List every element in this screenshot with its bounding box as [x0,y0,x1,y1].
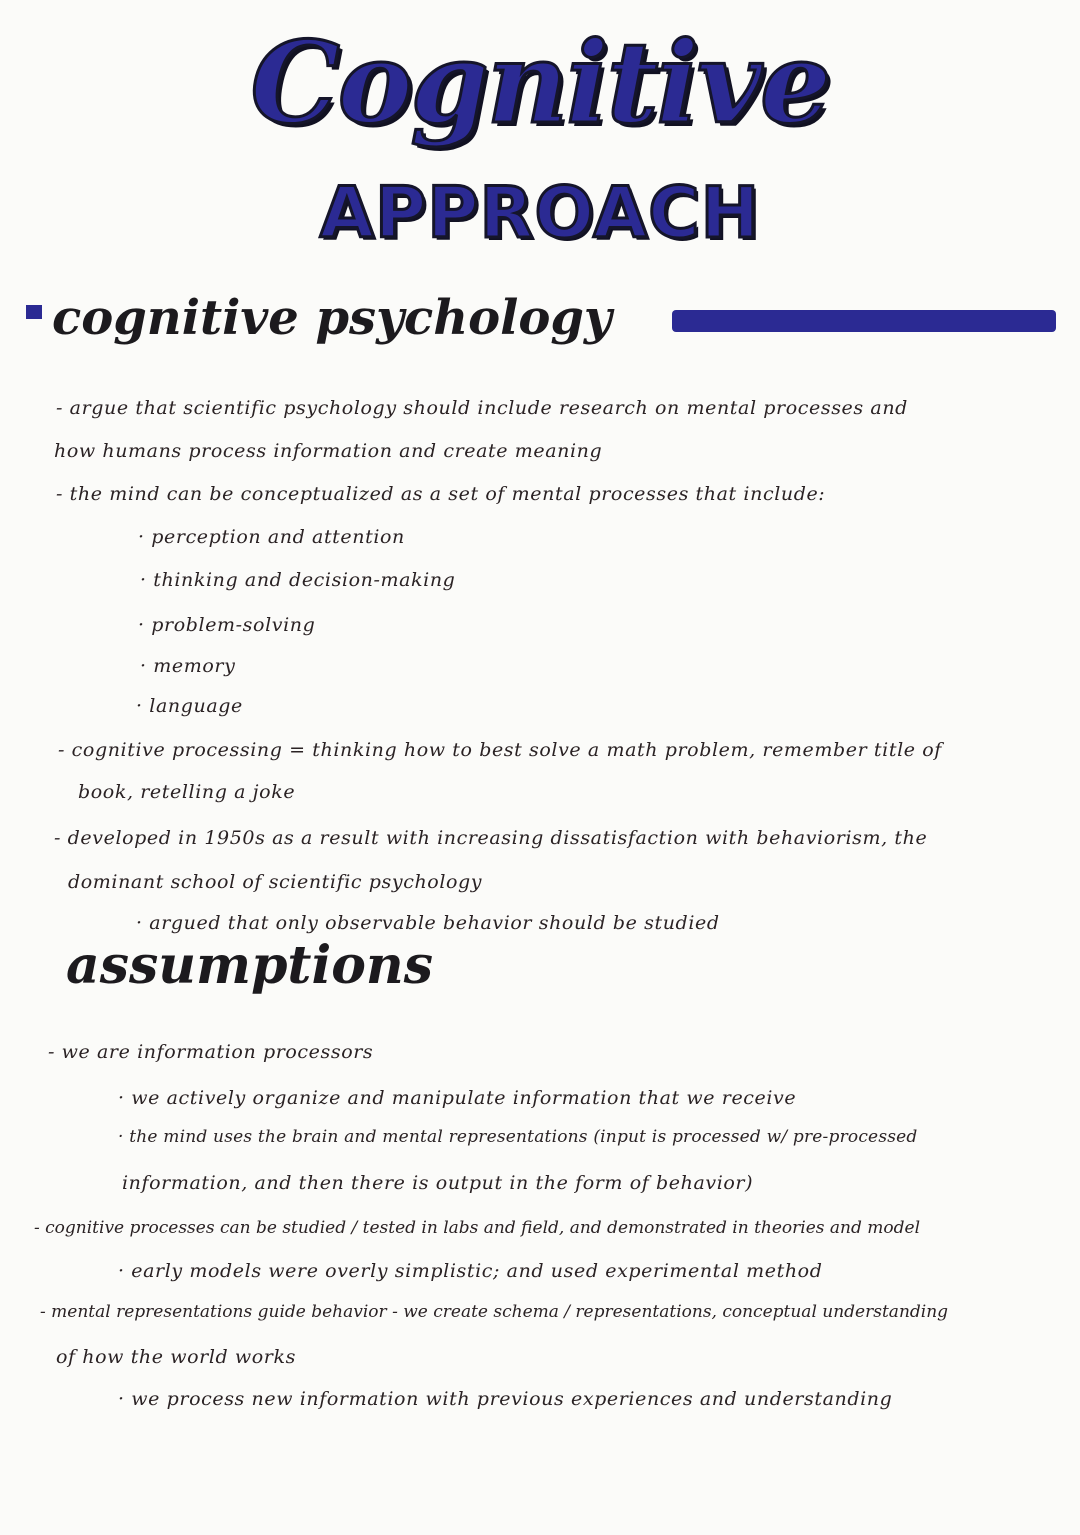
note-line: - cognitive processing = thinking how to best solve a math problem, remember title of [58,739,942,761]
section-heading-assumptions: assumptions [66,935,433,996]
note-line: dominant school of scientific psychology [68,871,483,893]
note-line: book, retelling a joke [78,781,296,803]
list-item: · we actively organize and manipulate information that we receive [118,1087,797,1109]
note-line: - argue that scientific psychology should include research on mental processes and [56,397,908,419]
list-item: · problem-solving [138,614,316,636]
page-subtitle: APPROACH [319,172,761,254]
list-item: · language [136,695,243,717]
page-title: Cognitive [250,18,830,149]
note-line: how humans process information and create meaning [54,440,603,462]
list-item: · thinking and decision-making [140,569,456,591]
note-line: - developed in 1950s as a result with increasing dissatisfaction with behaviorism, the [54,827,928,849]
heading-bullet-marker [26,305,42,319]
note-line: information, and then there is output in the form of behavior) [122,1172,754,1194]
note-line: - mental representations guide behavior - we create schema / representations, conceptual understanding [40,1302,949,1322]
heading-highlight-bar [672,310,1056,332]
note-line: - we are information processors [48,1041,374,1063]
note-line: - cognitive processes can be studied / tested in labs and field, and demonstrated in theories and model [34,1218,921,1238]
list-item: · early models were overly simplistic; and used experimental method [118,1260,823,1282]
list-item: · we process new information with previous experiences and understanding [118,1388,893,1410]
note-line: of how the world works [56,1346,296,1368]
list-item: · the mind uses the brain and mental representations (input is processed w/ pre-processed [118,1127,918,1147]
list-item: · memory [140,655,236,677]
list-item: · perception and attention [138,526,405,548]
note-line: - the mind can be conceptualized as a set of mental processes that include: [56,483,826,505]
list-item: · argued that only observable behavior should be studied [136,912,720,934]
section-heading-cognitive-psychology: cognitive psychology [52,290,612,346]
